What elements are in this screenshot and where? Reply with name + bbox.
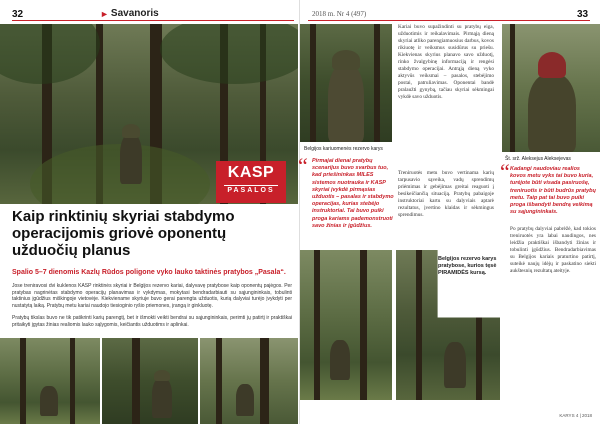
right-page [300, 0, 600, 424]
badge-title: KASP [227, 164, 275, 181]
header-rule-right [308, 20, 590, 21]
article-column-3: Po pratybų dalyviai pabrėžė, kad tokios treniruotės yra labai naudingos, nes leidžia praktiškai išbandyti žinias ir tobulinti įgūdžius. Bendradarbiavimas su Belgijos kariais praturtino patirtį, suteikė naujų idėjų ir paskatino siekti aukštesnių rezultatų ateityje. [510, 226, 596, 274]
magazine-brand [100, 8, 159, 19]
forest-photo-bottom-1 [0, 338, 100, 424]
soldier-portrait-photo [502, 24, 600, 152]
article-intro-text: Jose treniravosi dvi kuklenos KASP rinktinės skyriai ir Belgijos rezervo kariai, dalyvavę pratybose kaip oponentų pajėgos. Per pratybas nagrinėtas stabdymo operacijų planavimas ir vykdymas, mokytasi bendradarbiauti su sąjungininkais, tobulinti taktinius įgūdžius miškingoje vietovėje. Kiekviename skyriuje buvo gerai parengta užduotis, kurią dalyviai turėjo įvykdyti per nustatytą laiką. Pratybų metu kariai naudojo tiesioginio ryšio priemones, įrangą ir ginkluotę. [12, 283, 292, 309]
belgian-soldier-photo [300, 24, 392, 142]
article-headline: Kaip rinktinių skyriai stabdymo operacijomis griovė oponentų užduočių planus [12, 208, 235, 259]
article-column-1: Kariai buvo supažindinti su pratybų eiga, užduotimis ir reikalavimais. Pirmąją dieną skyriai atliko parengiamuosius darbus, kovos rikiuotę ir veiksmus susidūrus su priešu. Kiekvienas skyrius planavo savo užduotį, rinko žvalgybinę informaciją ir rengėsi stabdymo operacijai. Antrąją dieną vyko aktyvūs veiksmai – pasalos, stebėjimo postai, patruliavimas. Oponentai bandė pralaužti gynybą, tačiau skyriai sėkmingai vykdė savo užduotis. [398, 24, 494, 100]
article-lead: Spalio 5–7 dienomis Kazlų Rūdos poligone vyko lauko taktinės pratybos „Pasala“. [12, 269, 286, 276]
chevron-logo-icon: ► [100, 8, 109, 19]
issue-line: 2018 m. Nr 4 (497) [312, 10, 367, 18]
pull-quote-left: Pirmajai dienai pratybų scenarijus buvo svarbus tuo, kad priešininkas MILES sistemos nuotrauka ir KASP skyriai įvykdė pirmąsias užduotis – pasalas ir stabdymo operacijas, kurias stebėjo instruktoriai. Tai buvo puiki proga kariams pademonstruoti savo žinias ir įgūdžius. [312, 158, 394, 229]
soldier-portrait-caption: Št. srž. Aleksejus Aleksejevas [505, 156, 571, 162]
page-footer: KARYS 4 | 2018 [559, 413, 592, 418]
pull-quote-right: Kadangi naudoviau realios kovos metu vyks tai buvo kuria, turėjote būti visada pasiruošę, treniruotis ir būti budrūs pratybų metu. Taip pat tai buvo puiki proga išbandyti bendrą veikimą su sąjungininkais. [510, 166, 596, 216]
article-column-2: Treniruotės metu buvo vertinama karių tarpusavio sąveika, vadų sprendimų priėmimas ir gebėjimas greitai reaguoti į besikeičiančią situaciją. Pratybų pabaigoje instruktoriai kartu su dalyviais aptarė rezultatus, įvertino klaidas ir sėkmingus sprendimus. [398, 170, 494, 218]
belgian-soldier-caption: Belgijos kariuomenės rezervo karys [304, 146, 383, 152]
kasp-badge [216, 161, 286, 203]
badge-subtitle: PASALOS [224, 185, 278, 196]
forest-photo-lower-left [300, 250, 392, 400]
quote-mark-right: “ [500, 159, 510, 184]
article-intro-text-2: Pratybų tikslas buvo ne tik patikrinti karių parengtį, bet ir išmokti veikti bendrai su sąjungininkais, perimti jų patirtį ir praktiškai pritaikyti įgytas žinias realiomis lauko sąlygomis, keičiantis užduotims ir aplinkai. [12, 315, 292, 328]
side-photo-caption: Belgijos rezervo karys pratybose, kurios tęsė PIRAMIDĖS kursą. [438, 256, 497, 276]
quote-mark-left: “ [298, 153, 308, 178]
page-number-right: 33 [577, 9, 589, 20]
forest-photo-bottom-3 [200, 338, 298, 424]
header-rule-left [12, 20, 294, 21]
page-number-left: 32 [12, 9, 24, 20]
forest-photo-bottom-2 [102, 338, 198, 424]
brand-name: Savanoris [110, 8, 159, 19]
